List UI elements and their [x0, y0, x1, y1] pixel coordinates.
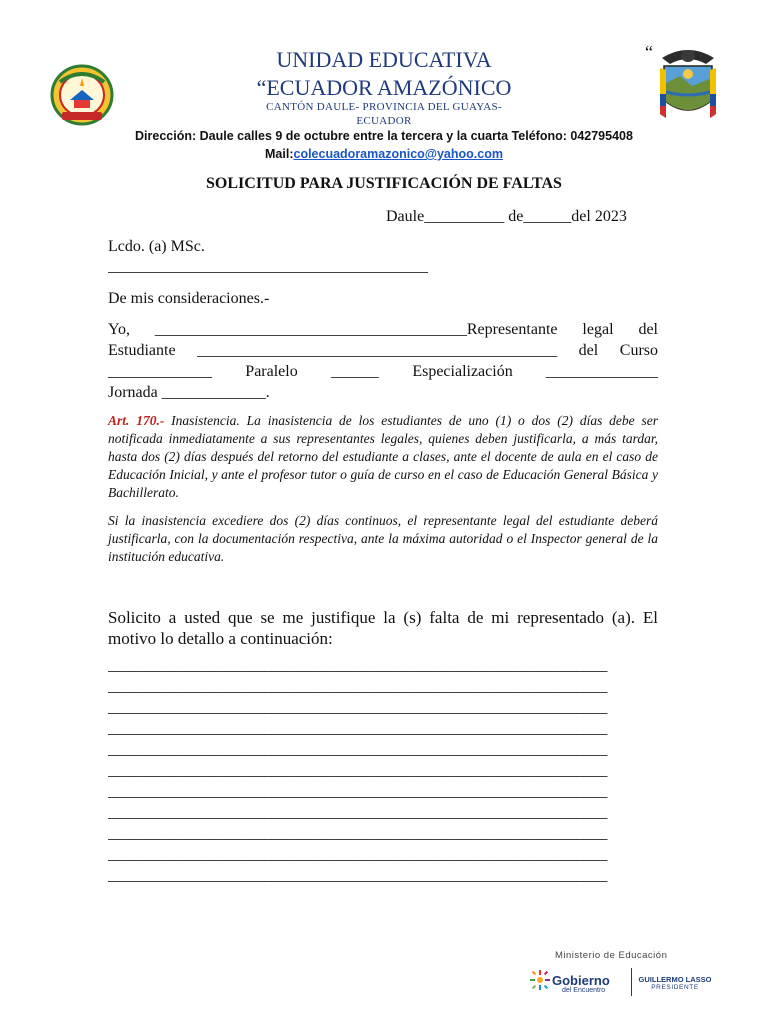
footer-divider	[631, 968, 632, 996]
paralelo-blank: ______	[331, 363, 380, 380]
blank-line[interactable]: ________________________________________________________________	[108, 846, 608, 863]
ministry-label: Ministerio de Educación	[555, 950, 668, 961]
blank-line[interactable]: ________________________________________________________________	[108, 867, 608, 884]
date-line: Daule__________ de______del 2023	[386, 208, 627, 225]
blank-line[interactable]: ________________________________________________________________	[108, 720, 608, 737]
gobierno-sub: del Encuentro	[562, 987, 606, 994]
quote-mark: “	[645, 42, 653, 62]
especializacion-blank: ______________	[546, 363, 658, 380]
blank-line[interactable]: ________________________________________________________________	[108, 678, 608, 695]
blank-line[interactable]: ________________________________________________________________	[108, 804, 608, 821]
blank-line[interactable]: ________________________________________________________________	[108, 699, 608, 716]
school-name-line2: “ECUADOR AMAZÓNICO	[256, 75, 512, 100]
article-label: Art. 170.-	[108, 413, 165, 428]
para1-line2: Estudiante _____________________________________________ del Curso	[108, 342, 658, 359]
article-paragraph2: Si la inasistencia excediere dos (2) días continuos, el representante legal del estudiante deberá justificarla, con la documentación respectiva, ante la máxima autoridad o el Inspector general de la institución educativa.	[108, 513, 658, 564]
blank-lines	[108, 657, 653, 888]
mail-line	[0, 147, 768, 161]
president-name: GUILLERMO LASSO	[638, 975, 712, 984]
president-title: PRESIDENTE	[651, 984, 699, 991]
especializacion-label: Especialización	[412, 363, 513, 380]
article-paragraph1	[108, 412, 658, 502]
form-title: SOLICITUD PARA JUSTIFICACIÓN DE FALTAS	[206, 175, 562, 192]
gobierno-logo	[530, 966, 630, 996]
addressee: Lcdo. (a) MSc.	[108, 238, 205, 255]
blank-line[interactable]: ________________________________________________________________	[108, 741, 608, 758]
gobierno-word: Gobierno	[552, 973, 610, 988]
mail-label: Mail:	[265, 147, 294, 161]
addressee-line: ________________________________________	[108, 258, 428, 275]
para1-line1: Yo, _______________________________________Representante legal del	[108, 321, 658, 338]
address-line: Dirección: Daule calles 9 de octubre entre la tercera y la cuarta Teléfono: 042795408	[135, 129, 633, 143]
para1-line3	[108, 361, 658, 382]
curso-blank: _____________	[108, 363, 212, 380]
blank-line[interactable]: ________________________________________________________________	[108, 657, 608, 674]
paralelo-label: Paralelo	[245, 363, 298, 380]
greeting: De mis consideraciones.-	[108, 290, 270, 307]
blank-line[interactable]: ________________________________________________________________	[108, 825, 608, 842]
request-line1: Solicito a usted que se me justifique la (s) falta de mi representado (a). El	[108, 608, 658, 627]
blank-line[interactable]: ________________________________________________________________	[108, 762, 608, 779]
sunburst-icon	[530, 970, 550, 990]
school-name-line1: UNIDAD EDUCATIVA	[276, 47, 492, 72]
request-line2: motivo lo detallo a continuación:	[108, 629, 333, 648]
article-text1: Inasistencia. La inasistencia de los estudiantes de uno (1) o dos (2) días debe ser notificada inmediatamente a sus representantes legales, quienes deben justificarla, a más tardar, hasta dos (2) días después del retorno del estudiante a clases, ante el docente de aula en el caso de Educación Inicial, y ante el profesor tutor o guía de curso en el caso de Educación General Básica y Bachillerato.	[108, 413, 658, 500]
mail-link[interactable]: colecuadoramazonico@yahoo.com	[293, 147, 503, 161]
location-line2: ECUADOR	[356, 115, 412, 127]
blank-line[interactable]: ________________________________________________________________	[108, 783, 608, 800]
location-line1: CANTÓN DAULE- PROVINCIA DEL GUAYAS-	[266, 101, 502, 113]
para1-line4: Jornada _____________.	[108, 384, 270, 401]
